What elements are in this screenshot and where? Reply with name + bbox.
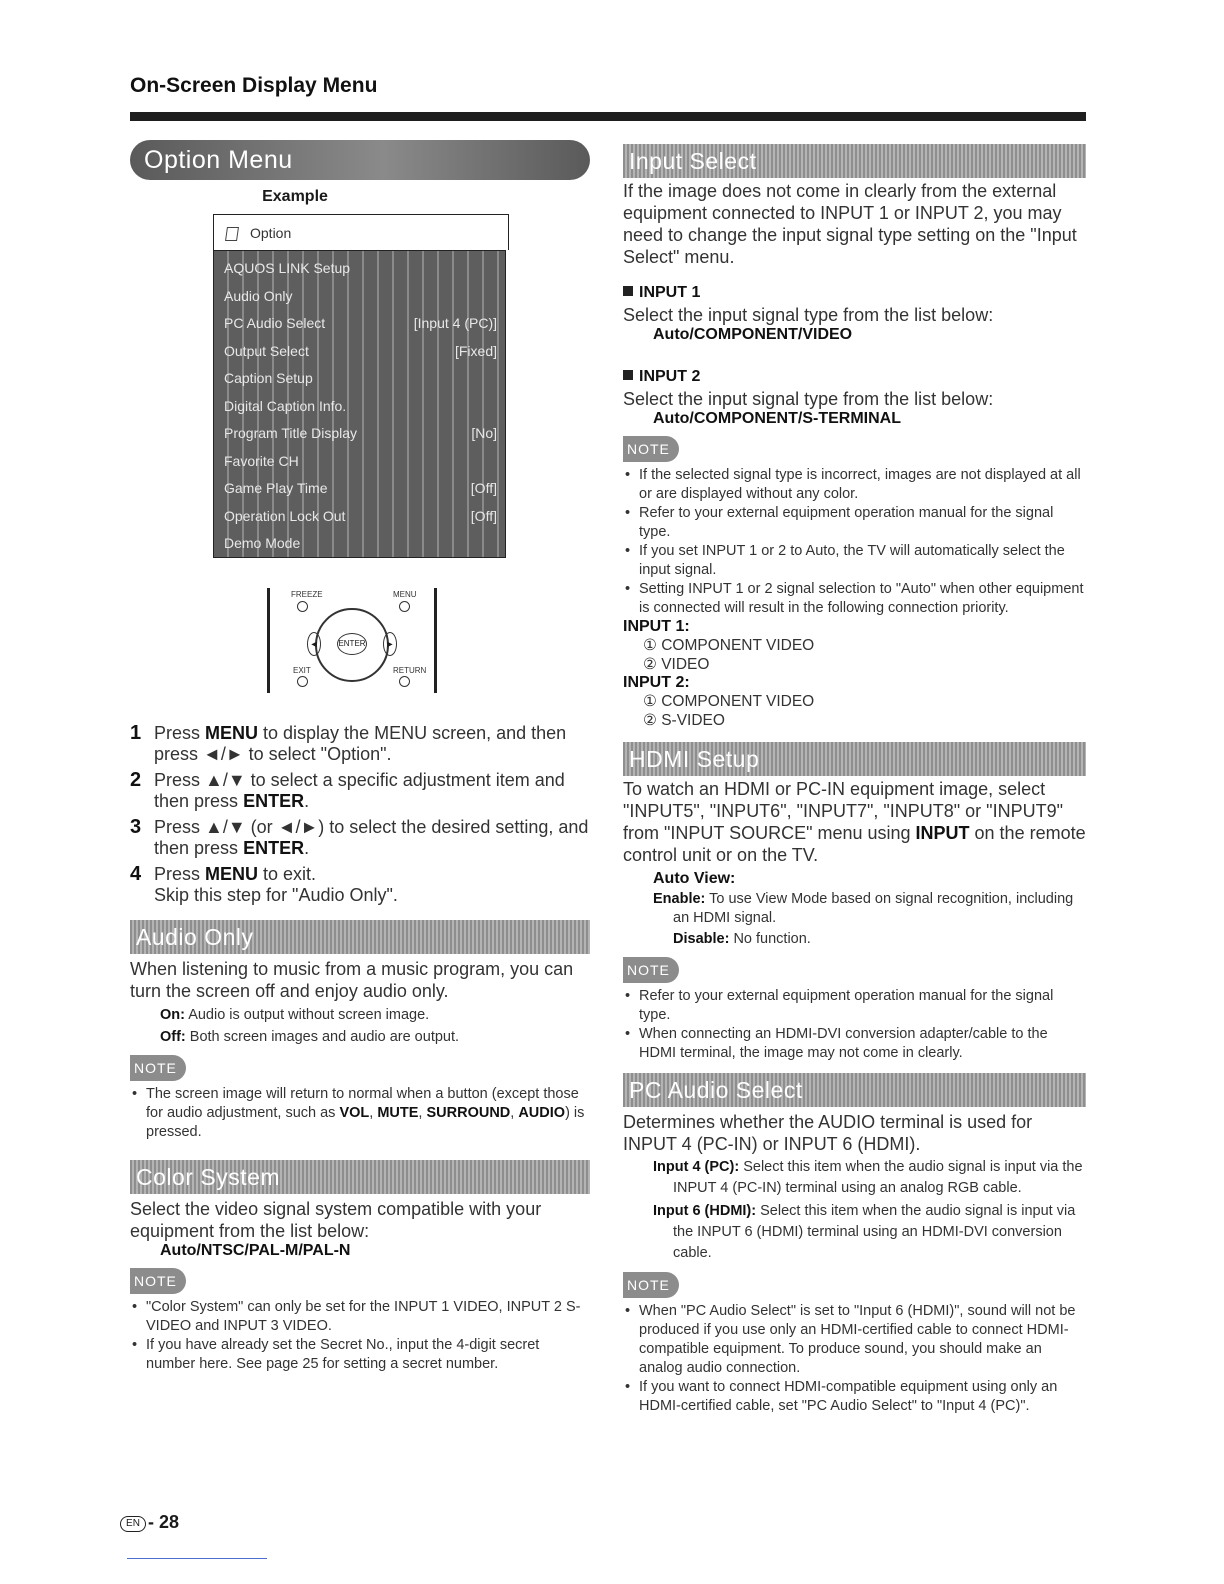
menu-item[interactable]: [214, 393, 505, 421]
hdmi-setup-notes: [623, 987, 1086, 1063]
menu-item-label: Digital Caption Info.: [224, 397, 347, 414]
step-text: Press ▲/▼ (or ◄/►) to select the desired setting, and then press ENTER.: [154, 817, 589, 858]
menu-item[interactable]: [214, 420, 505, 448]
menu-title-box: [213, 214, 509, 250]
menu-item[interactable]: [214, 365, 505, 393]
remote-control-illustration: [267, 588, 437, 693]
audio-only-notes: [130, 1085, 590, 1142]
note-item: • When connecting an HDMI-DVI conversion adapter/cable to the HDMI terminal, the image may not come in clearly.: [623, 1025, 1086, 1063]
freeze-button: [297, 601, 308, 612]
input1-text: Select the input signal type from the list below:: [623, 305, 994, 325]
exit-label: EXIT: [293, 666, 311, 675]
menu-item[interactable]: [214, 503, 505, 531]
note-item: • "Color System" can only be set for the INPUT 1 VIDEO, INPUT 2 S-VIDEO and INPUT 3 VIDEO.: [130, 1298, 590, 1336]
freeze-label: FREEZE: [291, 590, 323, 599]
step: [130, 770, 590, 812]
menu-item[interactable]: [214, 255, 505, 283]
menu-item[interactable]: [214, 310, 505, 338]
step4-extra: Skip this step for "Audio Only".: [154, 885, 398, 905]
menu-item-value: [No]: [471, 425, 497, 441]
page-header-title: On-Screen Display Menu: [130, 74, 378, 97]
menu-item[interactable]: [214, 475, 505, 503]
menu-item-label: Audio Only: [224, 287, 293, 304]
input2-options: Auto/COMPONENT/S-TERMINAL: [653, 410, 901, 427]
left-column: [130, 140, 590, 1374]
menu-item[interactable]: [214, 338, 505, 366]
priority2-heading: INPUT 2:: [623, 674, 690, 691]
color-system-notes: [130, 1298, 590, 1374]
auto-view-heading: Auto View:: [653, 870, 736, 887]
priority2-item: ② S-VIDEO: [643, 712, 725, 729]
remote-edge-right: [434, 588, 437, 693]
pc-audio-select-banner: PC Audio Select: [623, 1073, 1086, 1107]
audio-only-intro: When listening to music from a music program, you can turn the screen off and enjoy audio only.: [130, 959, 574, 1001]
left-arrow-icon: ◄: [307, 632, 321, 656]
audio-only-on: On: Audio is output without screen image.: [160, 1007, 430, 1023]
pc-audio-select-intro: Determines whether the AUDIO terminal is used for INPUT 4 (PC-IN) or INPUT 6 (HDMI).: [623, 1112, 1033, 1154]
square-bullet-icon: [623, 286, 633, 296]
note-badge: NOTE: [623, 1272, 679, 1298]
menu-item-label: Program Title Display: [224, 425, 358, 441]
input-select-intro: If the image does not come in clearly from the external equipment connected to INPUT 1 or INPUT 2, you may need to change the input signal type setting on the "Input Select" menu.: [623, 181, 1077, 267]
input-select-banner: Input Select: [623, 144, 1086, 178]
input2-heading: INPUT 2: [623, 368, 1086, 386]
pc-audio-option-1: Input 4 (PC): Select this item when the audio signal is input via the INPUT 4 (PC-IN) terminal using an analog RGB cable.: [653, 1159, 1083, 1196]
input-select-notes: [623, 466, 1086, 618]
priority1-item: ① COMPONENT VIDEO: [643, 637, 815, 654]
audio-only-banner: Audio Only: [130, 920, 590, 954]
note-item: • If you set INPUT 1 or 2 to Auto, the TV will automatically select the input signal.: [623, 542, 1086, 580]
step-number: 3: [130, 816, 142, 838]
note-badge: NOTE: [623, 436, 679, 462]
step-number: 4: [130, 863, 142, 885]
return-label: RETURN: [393, 666, 427, 675]
square-bullet-icon: [623, 370, 633, 380]
menu-item-label: Game Play Time: [224, 480, 328, 496]
note-badge: NOTE: [623, 957, 679, 983]
priority1-heading: INPUT 1:: [623, 618, 690, 635]
pc-audio-select-notes: [623, 1302, 1086, 1416]
step-text: Press MENU to display the MENU screen, and then press ◄/► to select "Option".: [154, 723, 567, 764]
menu-item-label: Favorite CH: [224, 452, 299, 469]
hdmi-setup-intro: To watch an HDMI or PC-IN equipment image, select "INPUT5", "INPUT6", "INPUT7", "INPUT8" or "INPUT9" from "INPUT SOURCE" menu using INPUT on the remote control unit or on the TV.: [623, 779, 1086, 865]
step: [130, 723, 590, 765]
menu-item-label: Output Select: [224, 342, 309, 359]
menu-label: MENU: [393, 590, 417, 599]
step-text: Press ▲/▼ to select a specific adjustment item and then press ENTER.: [154, 770, 565, 811]
menu-item-label: PC Audio Select: [224, 315, 326, 331]
menu-item[interactable]: [214, 283, 505, 311]
menu-item-value: [Input 4 (PC)]: [413, 315, 497, 331]
exit-button: [297, 676, 308, 687]
bottom-link-line: [127, 1558, 267, 1559]
input2-text: Select the input signal type from the list below:: [623, 389, 994, 409]
return-button: [399, 676, 410, 687]
color-system-banner: Color System: [130, 1160, 590, 1194]
menu-item-value: [Off]: [470, 480, 497, 496]
input1-options: Auto/COMPONENT/VIDEO: [653, 326, 853, 343]
hdmi-setup-banner: HDMI Setup: [623, 742, 1086, 776]
menu-item-label: AQUOS LINK Setup: [224, 260, 351, 276]
menu-button: [399, 601, 410, 612]
right-column: [623, 140, 1086, 1416]
note-badge: NOTE: [130, 1055, 186, 1081]
step-text: Press MENU to exit. Skip this step for "Audio Only".: [154, 864, 398, 905]
option-menu-banner: Option Menu: [130, 140, 590, 180]
audio-only-off: Off: Both screen images and audio are output.: [160, 1029, 460, 1045]
note-item: • If you have already set the Secret No., input the 4-digit secret number here. See page 25 for setting a secret number.: [130, 1336, 590, 1374]
menu-item[interactable]: [214, 448, 505, 476]
disable-option: Disable: No function.: [673, 931, 811, 947]
menu-item-value: [Off]: [470, 507, 497, 524]
menu-item-value: [Fixed]: [454, 342, 497, 359]
note-badge: NOTE: [130, 1268, 186, 1294]
color-system-options: Auto/NTSC/PAL-M/PAL-N: [160, 1242, 351, 1259]
color-system-intro: Select the video signal system compatible with your equipment from the list below:: [130, 1199, 542, 1241]
step-number: 1: [130, 722, 142, 744]
menu-item-label: Caption Setup: [224, 370, 313, 386]
en-language-badge: EN: [120, 1516, 146, 1532]
step-number: 2: [130, 769, 142, 791]
right-arrow-icon: ►: [383, 632, 397, 656]
note-item: • When "PC Audio Select" is set to "Input 6 (HDMI)", sound will not be produced if you use only an HDMI-certified cable to connect HDMI-compatible equipment. To produce sound, you should make an analog audio connection.: [623, 1302, 1086, 1378]
menu-title: Option: [250, 225, 292, 241]
menu-item[interactable]: [214, 530, 505, 558]
remote-edge-left: [267, 588, 270, 693]
note-item: • If you want to connect HDMI-compatible equipment using only an HDMI-certified cable, set "PC Audio Select" to "Input 4 (PC)".: [623, 1378, 1086, 1416]
pc-audio-option-2: Input 6 (HDMI): Select this item when the audio signal is input via the INPUT 6 (HDMI) terminal using an HDMI-DVI conversion cable.: [653, 1203, 1076, 1261]
note-item: • If the selected signal type is incorrect, images are not displayed at all or are displayed without any color.: [623, 466, 1086, 504]
page-number: EN - 28: [120, 1512, 179, 1533]
header-rule: [130, 112, 1086, 121]
menu-item-label: Demo Mode: [224, 535, 301, 551]
example-label: Example: [262, 188, 328, 205]
enter-button: ENTER: [337, 633, 367, 655]
step: [130, 817, 590, 859]
option-icon: [225, 227, 239, 241]
priority2-item: ① COMPONENT VIDEO: [643, 693, 815, 710]
note-item: • Setting INPUT 1 or 2 signal selection to "Auto" when other equipment is connected will result in the following connection priority.: [623, 580, 1086, 618]
step: [130, 864, 590, 906]
note-item: • Refer to your external equipment operation manual for the signal type.: [623, 987, 1086, 1025]
note-item: • Refer to your external equipment operation manual for the signal type.: [623, 504, 1086, 542]
note-item: • The screen image will return to normal when a button (except those for audio adjustment, such as VOL, MUTE, SURROUND, AUDIO) is pressed.: [130, 1085, 590, 1142]
menu-item-label: Operation Lock Out: [224, 507, 346, 524]
option-menu-list: [213, 250, 506, 558]
enable-option: Enable: To use View Mode based on signal recognition, including an HDMI signal.: [653, 891, 1074, 926]
steps-list: [130, 723, 590, 906]
input1-heading: INPUT 1: [623, 284, 1086, 302]
priority1-item: ② VIDEO: [643, 656, 710, 673]
